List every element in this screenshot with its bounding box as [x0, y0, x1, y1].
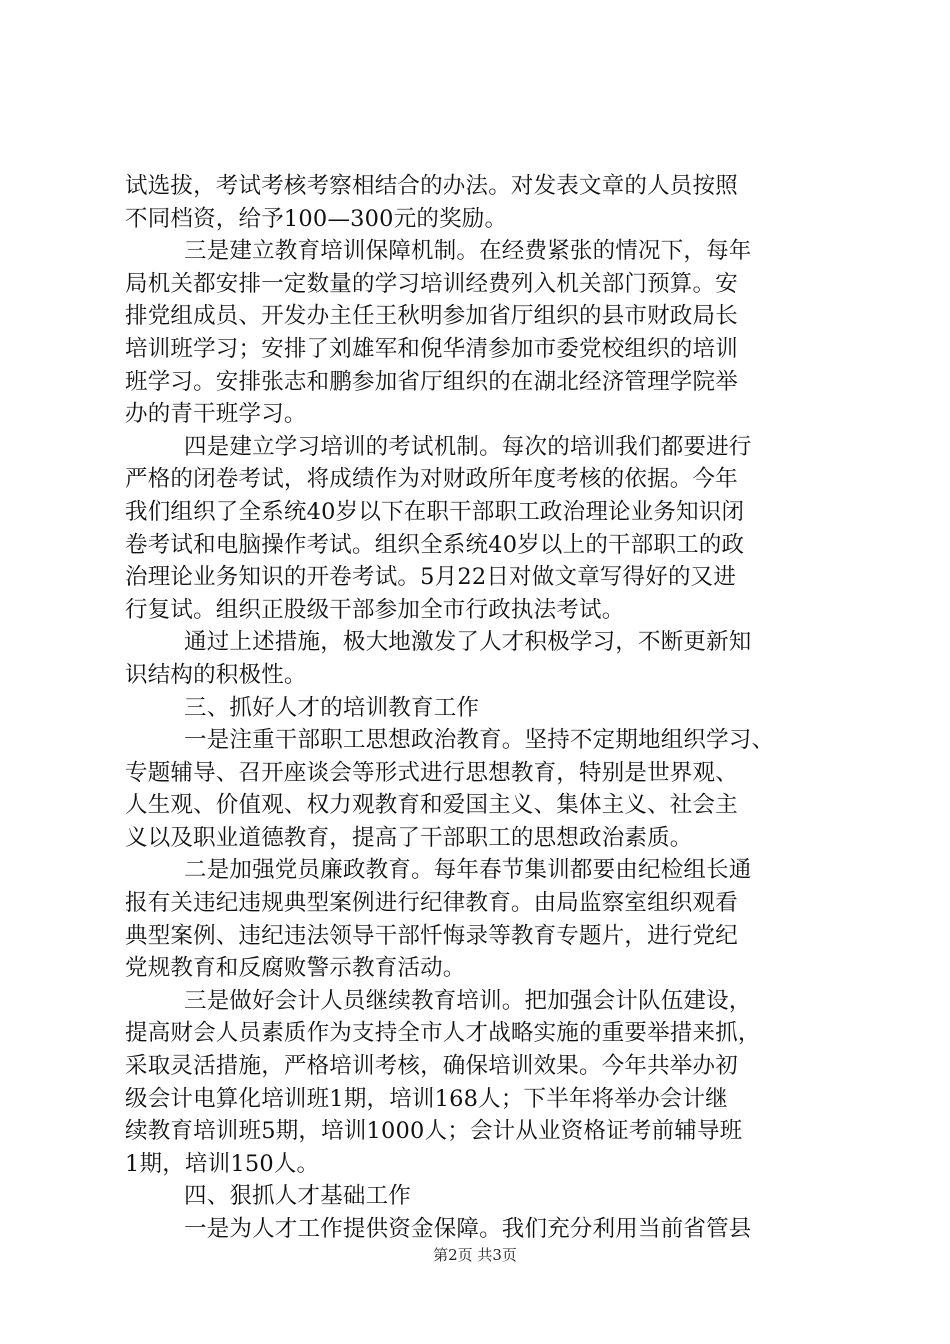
section-heading: 四、狠抓人才基础工作	[184, 1183, 412, 1210]
text-line: 局机关都安排一定数量的学习培训经费列入机关部门预算。安	[125, 270, 738, 297]
paragraph-start-line: 二是加强党员廉政教育。每年春节集训都要由纪检组长通	[184, 857, 752, 884]
text-line: 采取灵活措施，严格培训考核，确保培训效果。今年共举办初	[125, 1053, 738, 1080]
page-number-footer: 第2页 共3页	[433, 1246, 517, 1264]
text-line: 培训班学习；安排了刘雄军和倪华清参加市委党校组织的培训	[125, 335, 738, 362]
text-line: 我们组织了全系统40岁以下在职干部职工政治理论业务知识闭	[125, 498, 745, 525]
text-line: 不同档资，给予100—300元的奖励。	[125, 205, 508, 232]
text-line: 严格的闭卷考试，将成绩作为对财政所年度考核的依据。今年	[125, 466, 738, 493]
text-line: 典型案例、违纪违法领导干部忏悔录等教育专题片，进行党纪	[125, 922, 738, 949]
text-line: 报有关违纪违规典型案例进行纪律教育。由局监察室组织观看	[125, 890, 738, 917]
text-line: 提高财会人员素质作为支持全市人才战略实施的重要举措来抓，	[125, 1020, 761, 1047]
paragraph-start-line: 四是建立学习培训的考试机制。每次的培训我们都要进行	[184, 433, 752, 460]
paragraph-start-line: 通过上述措施，极大地激发了人才积极学习，不断更新知	[184, 629, 752, 656]
paragraph-start-line: 三是做好会计人员继续教育培训。把加强会计队伍建设，	[184, 987, 752, 1014]
paragraph-start-line: 一是为人才工作提供资金保障。我们充分利用当前省管县	[184, 1216, 752, 1242]
text-line: 义以及职业道德教育，提高了干部职工的思想政治素质。	[125, 824, 693, 851]
text-line: 党规教育和反腐败警示教育活动。	[125, 955, 466, 982]
text-line: 1期，培训150人。	[125, 1150, 320, 1177]
section-heading: 三、抓好人才的培训教育工作	[184, 694, 480, 721]
paragraph-start-line: 三是建立教育培训保障机制。在经费紧张的情况下，每年	[184, 238, 752, 265]
text-line: 班学习。安排张志和鹏参加省厅组织的在湖北经济管理学院举	[125, 368, 738, 395]
text-line: 续教育培训班5期，培训1000人；会计从业资格证考前辅导班	[125, 1118, 743, 1145]
paragraph-start-line: 一是注重干部职工思想政治教育。坚持不定期地组织学习、	[184, 727, 775, 754]
text-line: 级会计电算化培训班1期，培训168人；下半年将举办会计继	[125, 1085, 728, 1112]
text-line: 行复试。组织正股级干部参加全市行政执法考试。	[125, 596, 625, 623]
text-line: 专题辅导、召开座谈会等形式进行思想教育，特别是世界观、	[125, 759, 738, 786]
text-line: 识结构的积极性。	[125, 661, 307, 688]
text-line: 排党组成员、开发办主任王秋明参加省厅组织的县市财政局长	[125, 303, 738, 330]
text-line: 试选拔，考试考核考察相结合的办法。对发表文章的人员按照	[125, 173, 738, 199]
document-body	[125, 170, 840, 1246]
text-line: 人生观、价值观、权力观教育和爱国主义、集体主义、社会主	[125, 792, 738, 819]
text-line: 治理论业务知识的开卷考试。5月22日对做文章写得好的又进	[125, 564, 737, 591]
text-line: 办的青干班学习。	[125, 401, 307, 428]
text-line: 卷考试和电脑操作考试。组织全系统40岁以上的干部职工的政	[125, 531, 745, 558]
